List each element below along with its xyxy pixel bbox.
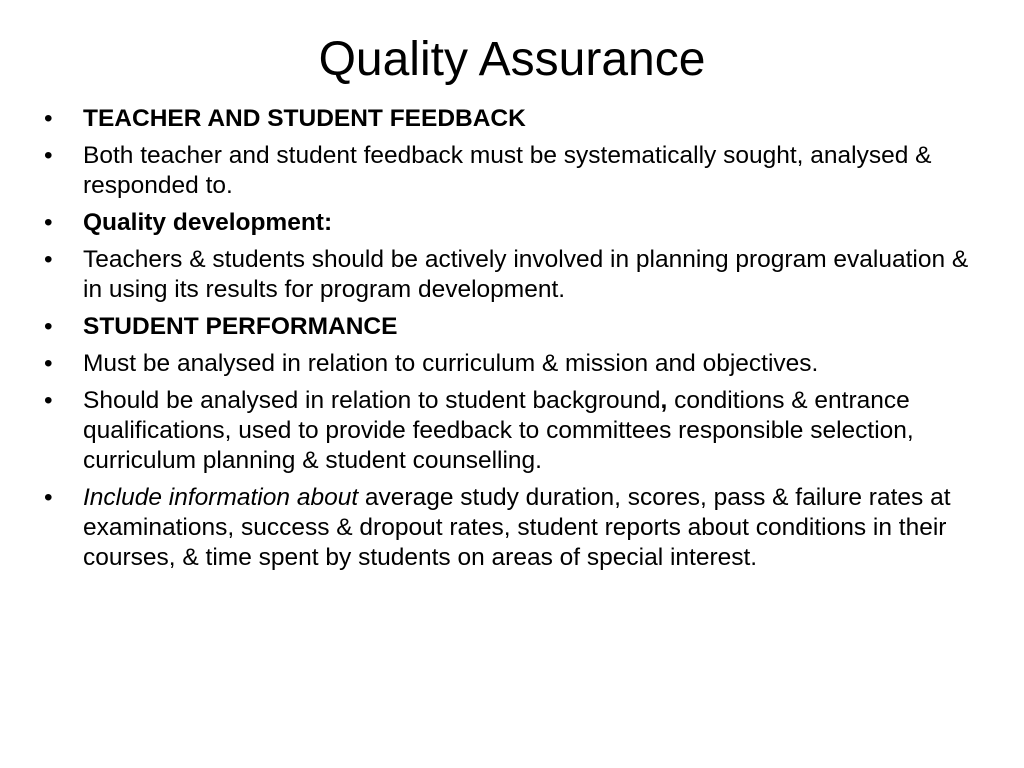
bold-comma: , <box>660 387 668 414</box>
bullet-text-end: average study duration, scores, pass & failure rates at examinations, success & dropout rates, student reports about conditions in their courses, & time spent by students on areas of special interest. <box>83 484 951 571</box>
bullet-icon: • <box>44 484 53 511</box>
bullet-item <box>40 349 990 379</box>
bullet-item <box>40 104 990 134</box>
italic-lead-text: Include information about <box>83 484 359 511</box>
bullet-icon: • <box>44 246 53 273</box>
bullet-item <box>40 386 990 476</box>
bullet-text: Both teacher and student feedback must be systematically sought, analysed & responded to. <box>83 142 932 199</box>
bullet-text-end: conditions & entrance qualifications, used to provide feedback to committees responsible selection, curriculum planning & student counselling. <box>83 387 914 474</box>
bullet-item <box>40 245 990 305</box>
bullet-icon: • <box>44 105 53 132</box>
bullet-item <box>40 141 990 201</box>
section-heading-quality-development: Quality development: <box>83 209 333 236</box>
bullet-icon: • <box>44 142 53 169</box>
bullet-icon: • <box>44 313 53 340</box>
bullet-text-start: Should be analysed in relation to student background <box>83 387 661 414</box>
bullet-item <box>40 312 990 342</box>
bullet-icon: • <box>44 350 53 377</box>
bullet-text: Teachers & students should be actively involved in planning program evaluation & in using its results for program development. <box>83 246 969 303</box>
bullet-list <box>40 104 990 580</box>
section-heading-feedback: TEACHER AND STUDENT FEEDBACK <box>83 105 526 132</box>
bullet-text: Must be analysed in relation to curriculum & mission and objectives. <box>83 350 819 377</box>
slide-title: Quality Assurance <box>318 33 706 86</box>
bullet-item <box>40 483 990 573</box>
bullet-item <box>40 208 990 238</box>
bullet-icon: • <box>44 209 53 236</box>
bullet-icon: • <box>44 387 53 414</box>
section-heading-student-performance: STUDENT PERFORMANCE <box>83 313 398 340</box>
